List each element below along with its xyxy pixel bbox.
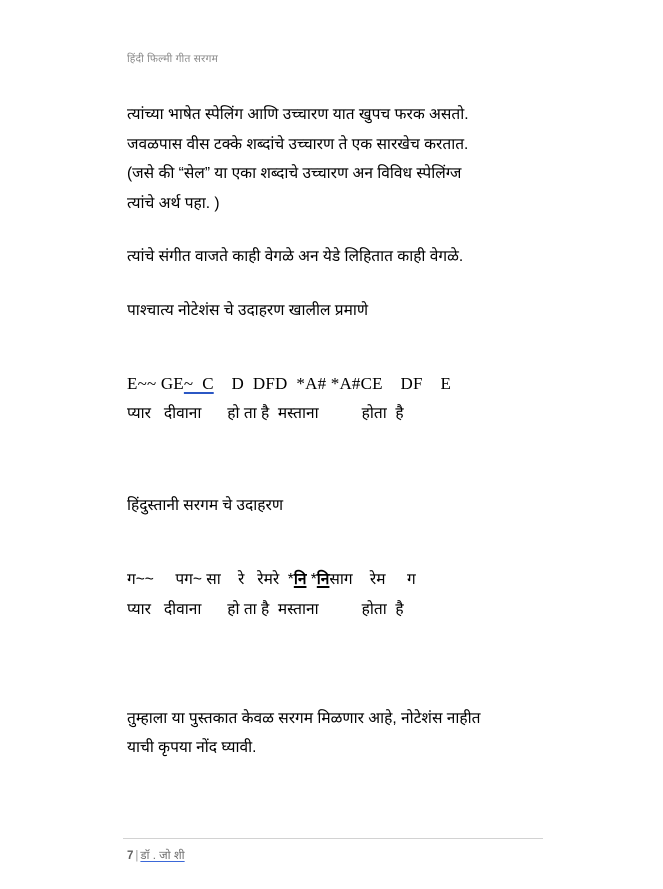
heading-western-example: [127, 296, 543, 326]
western-notes-pre: E~~ GE: [127, 374, 184, 393]
spacer: [127, 687, 543, 704]
running-header: हिंदी फिल्मी गीत सरगम: [127, 53, 219, 65]
footer-separator: |: [135, 850, 139, 862]
paragraph-1: [127, 100, 543, 218]
western-notation-block: [127, 369, 543, 429]
spacer: [127, 218, 543, 242]
paragraph-1-line-4: त्यांचे अर्थ पहा. ): [127, 194, 220, 212]
spacer: [127, 272, 543, 296]
sargam-segment-2: *: [306, 570, 317, 588]
western-notation-lyrics: प्यार दीवाना हो ता है मस्ताना होता है: [127, 405, 404, 422]
footer-divider: [123, 838, 543, 839]
sargam-komal-ni-1: नि: [293, 570, 307, 588]
heading-hindustani-example-text: हिंदुस्तानी सरगम चे उदाहरण: [127, 497, 284, 514]
page-content: [127, 100, 543, 763]
hindustani-notation-notes: [127, 565, 543, 595]
footer-author-link[interactable]: डॉ . जो शी: [140, 850, 185, 862]
heading-hindustani-example: [127, 491, 543, 521]
paragraph-2-line-1: त्यांचे संगीत वाजते काही वेगळे अन येडे लिहितात काही वेगळे.: [127, 248, 464, 265]
hindustani-notation-block: [127, 565, 543, 625]
spacer: [127, 325, 543, 369]
paragraph-1-line-3: (जसे की “सेल” या एका शब्दाचे उच्चारण अन विविध स्पेलिंग्ज: [127, 165, 462, 182]
paragraph-3-line-2: याची कृपया नोंद घ्यावी.: [127, 739, 257, 756]
western-notes-post: D DFD *A# *A#CE DF E: [213, 374, 452, 393]
hindustani-notation-lyrics: प्यार दीवाना हो ता है मस्ताना होता है: [127, 600, 404, 618]
western-notation-notes: [127, 369, 543, 399]
sargam-segment-1: ग~~ पग~ सा रे रेमरे *: [127, 570, 294, 588]
spacer: [127, 429, 543, 491]
footer-page-number: 7: [127, 850, 134, 862]
spacer: [127, 625, 543, 687]
spacer: [127, 521, 543, 565]
paragraph-1-line-1: त्यांच्या भाषेत स्पेलिंग आणि उच्चारण यात खुपच फरक असतो.: [127, 106, 469, 123]
paragraph-3-line-1: तुम्हाला या पुस्तकात केवळ सरगम मिळणार आहे, नोटेशंस नाहीत: [127, 709, 481, 727]
paragraph-2: [127, 242, 543, 272]
sargam-komal-ni-2: नि: [316, 570, 330, 588]
page-footer: [127, 848, 185, 864]
heading-western-example-text: पाश्चात्य नोटेशंस चे उदाहरण खालील प्रमाणे: [127, 301, 369, 319]
western-notes-underlined: ~ C: [183, 374, 214, 393]
sargam-segment-3: साग रेम ग: [329, 570, 416, 588]
paragraph-3: [127, 704, 543, 763]
paragraph-1-line-2: जवळपास वीस टक्के शब्दांचे उच्चारण ते एक सारखेच करतात.: [127, 135, 469, 153]
